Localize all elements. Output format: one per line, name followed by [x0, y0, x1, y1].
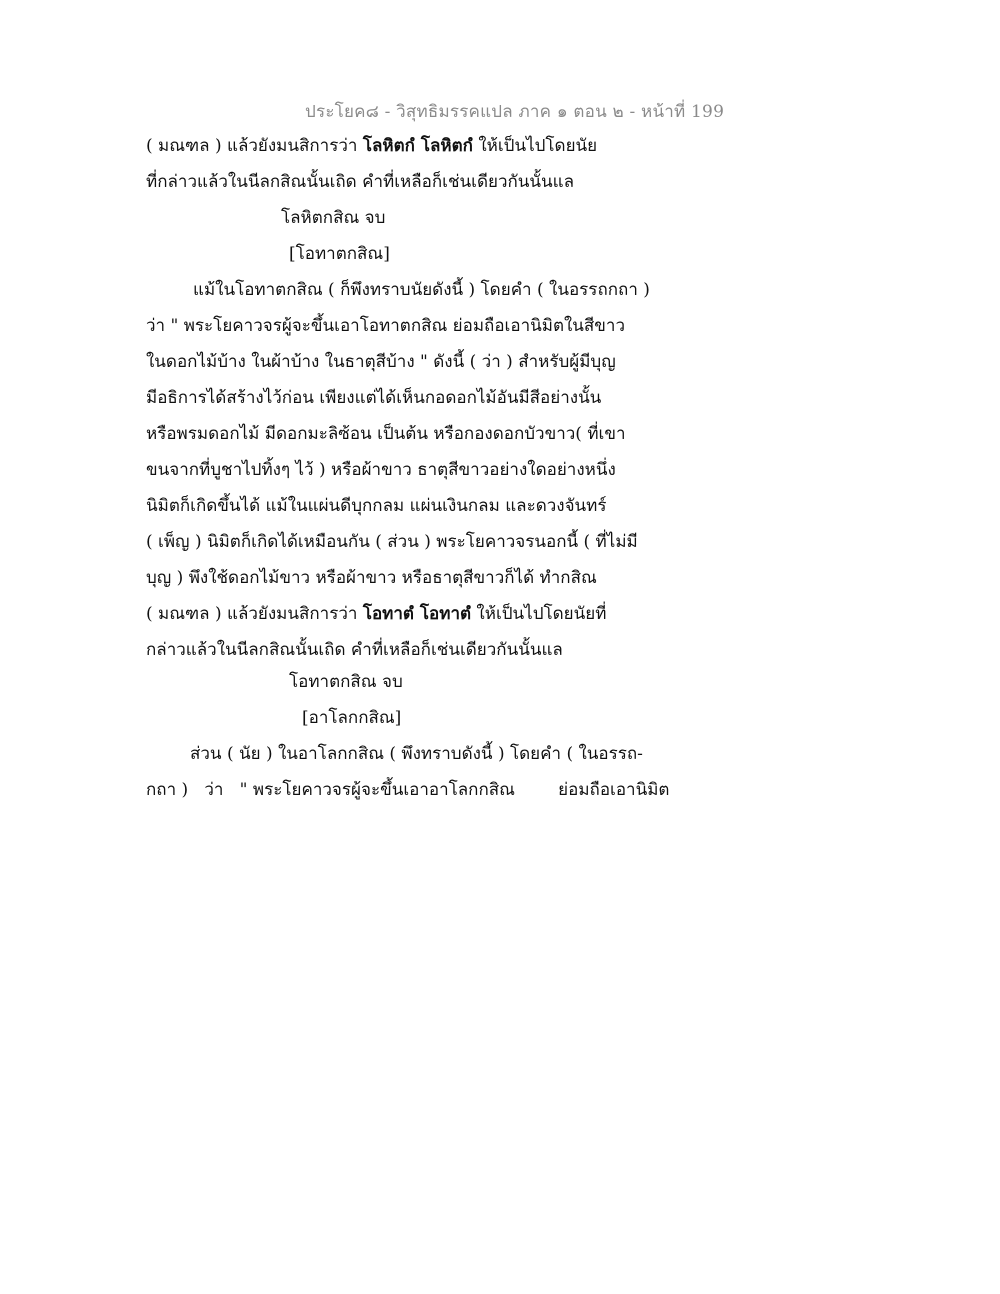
text-line-19: กถา ) ว่า " พระโยคาวจรผู้จะขึ้นเอาอาโลกกสิณ ย่อมถือเอานิมิต — [146, 780, 670, 800]
section-end-odata: โอทาตกสิณ จบ — [289, 672, 403, 692]
text-line-14-start: ( มณฑล ) แล้วยังมนสิการว่า — [146, 604, 363, 624]
text-line-14-end: ให้เป็นไปโดยนัยที่ — [471, 604, 607, 624]
text-line-15: กล่าวแล้วในนีลกสิณนั้นเถิด คำที่เหลือก็เช่นเดียวกันนั้นแล — [146, 640, 563, 660]
bold-term-lohitakam: โลหิตกํ โลหิตกํ — [362, 136, 473, 156]
text-line-11: นิมิตก็เกิดขึ้นได้ แม้ในแผ่นดีบุกกลม แผ่นเงินกลม และดวงจันทร์ — [146, 496, 607, 516]
text-line-2: ที่กล่าวแล้วในนีลกสิณนั้นเถิด คำที่เหลือก็เช่นเดียวกันนั้นแล — [146, 172, 575, 192]
text-line-1-start: ( มณฑล ) แล้วยังมนสิการว่า — [146, 136, 363, 156]
text-line-14 — [146, 602, 606, 626]
text-line-13: บุญ ) พึงใช้ดอกไม้ขาว หรือผ้าขาว หรือธาตุสีขาวก็ได้ ทำกสิณ — [146, 568, 597, 588]
text-line-5: แม้ในโอทาตกสิณ ( ก็พึงทราบนัยดังนี้ ) โดยคำ ( ในอรรถกถา ) — [193, 280, 650, 300]
section-heading-aloka: [อาโลกกสิณ] — [302, 708, 402, 728]
text-line-10: ขนจากที่บูชาไปทิ้งๆ ไว้ ) หรือผ้าขาว ธาตุสีขาวอย่างใดอย่างหนึ่ง — [146, 460, 616, 480]
text-line-12: ( เพ็ญ ) นิมิตก็เกิดได้เหมือนกัน ( ส่วน ) พระโยคาวจรนอกนี้ ( ที่ไม่มี — [146, 532, 638, 552]
text-line-18: ส่วน ( นัย ) ในอาโลกกสิณ ( พึงทราบดังนี้ ) โดยคำ ( ในอรรถ- — [190, 744, 643, 764]
text-line-1-end: ให้เป็นไปโดยนัย — [472, 136, 598, 156]
section-end-lohita: โลหิตกสิณ จบ — [281, 208, 386, 228]
section-heading-odata: [โอทาตกสิณ] — [289, 244, 390, 264]
text-line-9: หรือพรมดอกไม้ มีดอกมะลิซ้อน เป็นต้น หรือกองดอกบัวขาว( ที่เขา — [146, 424, 626, 444]
text-line-6: ว่า " พระโยคาวจรผู้จะขึ้นเอาโอทาตกสิณ ย่อมถือเอานิมิตในสีขาว — [146, 316, 625, 336]
text-line-7: ในดอกไม้บ้าง ในผ้าบ้าง ในธาตุสีบ้าง " ดังนี้ ( ว่า ) สำหรับผู้มีบุญ — [146, 352, 616, 372]
running-header: ประโยค๘ - วิสุทธิมรรคแปล ภาค ๑ ตอน ๒ - หน้าที่ 199 — [305, 102, 725, 122]
bold-term-odatam: โอทาตํ โอทาตํ — [362, 604, 472, 624]
text-line-8: มีอธิการได้สร้างไว้ก่อน เพียงแต่ได้เห็นกอดอกไม้อันมีสีอย่างนั้น — [146, 388, 602, 408]
text-line-1 — [146, 134, 597, 158]
